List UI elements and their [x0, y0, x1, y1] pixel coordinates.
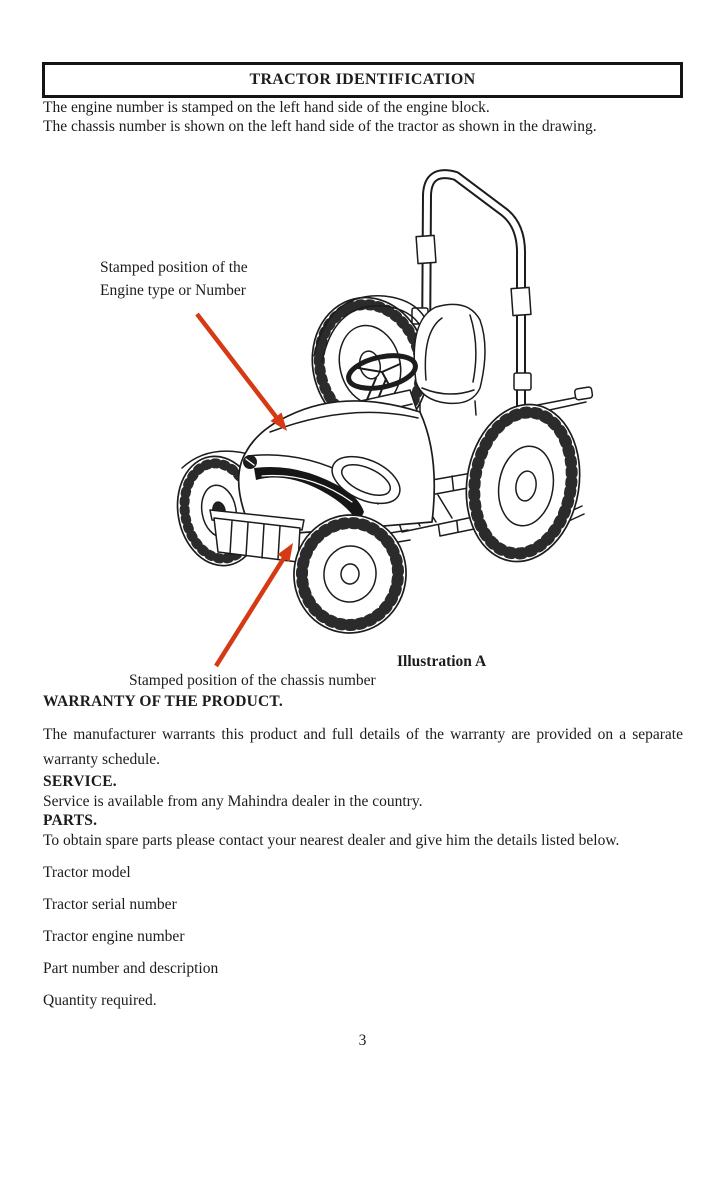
parts-heading: PARTS.: [43, 812, 98, 829]
parts-detail-item: Tractor serial number: [43, 896, 177, 913]
parts-detail-item: Tractor engine number: [43, 928, 185, 945]
service-body: Service is available from any Mahindra dealer in the country.: [43, 793, 423, 810]
page-title-text: TRACTOR IDENTIFICATION: [249, 71, 476, 88]
intro-paragraph-chassis: The chassis number is shown on the left hand side of the tractor as shown in the drawing.: [43, 118, 597, 135]
engine-number-label: [100, 256, 248, 302]
tractor-line-drawing: [170, 150, 600, 650]
tractor-identification-figure: [0, 136, 725, 692]
seat: [414, 304, 485, 415]
chassis-number-label: Stamped position of the chassis number: [129, 672, 376, 689]
parts-body: To obtain spare parts please contact your nearest dealer and give him the details listed below.: [43, 832, 620, 849]
engine-label-line1: Stamped position of the: [100, 259, 248, 276]
warranty-body: The manufacturer warrants this product and full details of the warranty are provided on a separate warranty schedule.: [43, 726, 683, 768]
parts-detail-item: Quantity required.: [43, 992, 157, 1009]
parts-detail-item: Part number and description: [43, 960, 219, 977]
parts-detail-item: Tractor model: [43, 864, 131, 881]
rear-right-wheel: [455, 396, 590, 570]
illustration-caption: Illustration A: [397, 653, 487, 670]
warranty-heading: WARRANTY OF THE PRODUCT.: [43, 693, 283, 710]
engine-label-line2: Engine type or Number: [100, 282, 246, 299]
page-number: 3: [358, 1032, 367, 1049]
service-heading: SERVICE.: [43, 773, 117, 790]
intro-paragraph-engine: The engine number is stamped on the left hand side of the engine block.: [43, 99, 490, 116]
page-title: [42, 62, 683, 98]
